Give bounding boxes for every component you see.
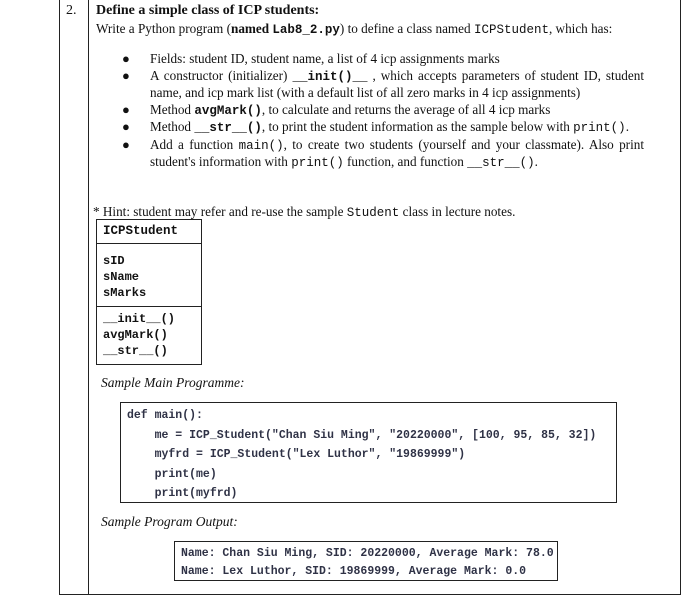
- bullet-code: main(): [238, 138, 284, 153]
- bullet-text: A constructor (initializer): [150, 67, 293, 83]
- bullet-icon: ●: [122, 136, 130, 152]
- list-item: [118, 119, 644, 137]
- sample-output-label: Sample Program Output:: [101, 514, 238, 529]
- bullet-text: Method: [150, 119, 195, 134]
- list-item: [118, 68, 644, 102]
- uml-method: avgMark(): [103, 328, 168, 342]
- bullet-code: __init()__: [292, 69, 368, 84]
- bullet-code: __str__(): [194, 121, 262, 135]
- hint-post: class in lecture notes.: [399, 204, 516, 219]
- hint-text: [93, 204, 515, 220]
- bullet-text: function, and function: [343, 154, 468, 169]
- hint-pre: * Hint: student may refer and re-use the sample: [93, 204, 347, 219]
- question-intro: [96, 20, 644, 39]
- uml-methods: [97, 306, 201, 364]
- uml-method: __init__(): [103, 312, 176, 326]
- intro-text-post: , which has:: [548, 21, 613, 36]
- bullet-text: , which accepts parameters of student ID, student name, and icp mark list (with a default list of all zero marks in 4 icp assignments): [150, 67, 644, 100]
- question-number: 2.: [66, 3, 77, 18]
- bullet-icon: ●: [122, 119, 130, 134]
- code-line: me = ICP_Student("Chan Siu Ming", "20220000", [100, 95, 85, 32]): [127, 428, 597, 442]
- bullet-text: , to create two students (yourself and your classmate). Also print student's information with: [150, 136, 644, 169]
- output-line: Name: Lex Luthor, SID: 19869999, Average Mark: 0.0: [181, 564, 527, 578]
- intro-classname: ICPStudent: [473, 23, 549, 37]
- uml-field: sMarks: [103, 286, 147, 300]
- sample-code-block: [120, 402, 617, 503]
- uml-fields: [97, 243, 201, 306]
- bullet-text: .: [534, 154, 538, 169]
- requirements-list: [118, 51, 644, 172]
- output-line: Name: Chan Siu Ming, SID: 20220000, Average Mark: 78.0: [181, 547, 554, 560]
- list-item: [118, 137, 644, 172]
- bullet-text: , to print the student information as the sample below with: [261, 119, 574, 134]
- uml-class-name: ICPStudent: [103, 224, 179, 238]
- bullet-code: avgMark(): [194, 103, 262, 118]
- intro-named: named: [230, 21, 273, 36]
- code-line: print(myfrd): [127, 487, 238, 500]
- sample-output-block: [174, 541, 558, 581]
- bullet-code: print(): [573, 121, 626, 135]
- list-item: [118, 102, 644, 120]
- sample-main-label: Sample Main Programme:: [101, 375, 245, 390]
- bullet-code: print(): [291, 156, 344, 170]
- intro-text: Write a Python program (: [96, 21, 231, 36]
- bullet-text: Fields: student ID, student name, a list of 4 icp assignments marks: [150, 51, 500, 66]
- bullet-icon: ●: [122, 101, 130, 117]
- bullet-text: Add a function: [150, 136, 239, 152]
- intro-filename: Lab8_2.py: [272, 23, 340, 37]
- intro-text-mid: ) to define a class named: [339, 21, 474, 36]
- uml-method: __str__(): [103, 344, 168, 358]
- bullet-text: , to calculate and returns the average of all 4 icp marks: [261, 101, 551, 117]
- bullet-text: .: [625, 119, 629, 134]
- uml-field: sName: [103, 270, 140, 284]
- question-title: Define a simple class of ICP students:: [96, 3, 320, 18]
- code-line: def main():: [127, 409, 203, 422]
- bullet-code: __str__(): [467, 156, 535, 170]
- number-column-divider: [88, 0, 89, 594]
- hint-code: Student: [346, 206, 400, 220]
- uml-field: sID: [103, 254, 125, 268]
- code-line: print(me): [127, 467, 217, 481]
- bullet-icon: ●: [122, 51, 130, 66]
- bullet-icon: ●: [122, 67, 130, 83]
- uml-class-diagram: [96, 219, 202, 365]
- bullet-text: Method: [150, 101, 195, 117]
- code-line: myfrd = ICP_Student("Lex Luthor", "19869999"): [127, 448, 466, 461]
- list-item: [118, 51, 644, 68]
